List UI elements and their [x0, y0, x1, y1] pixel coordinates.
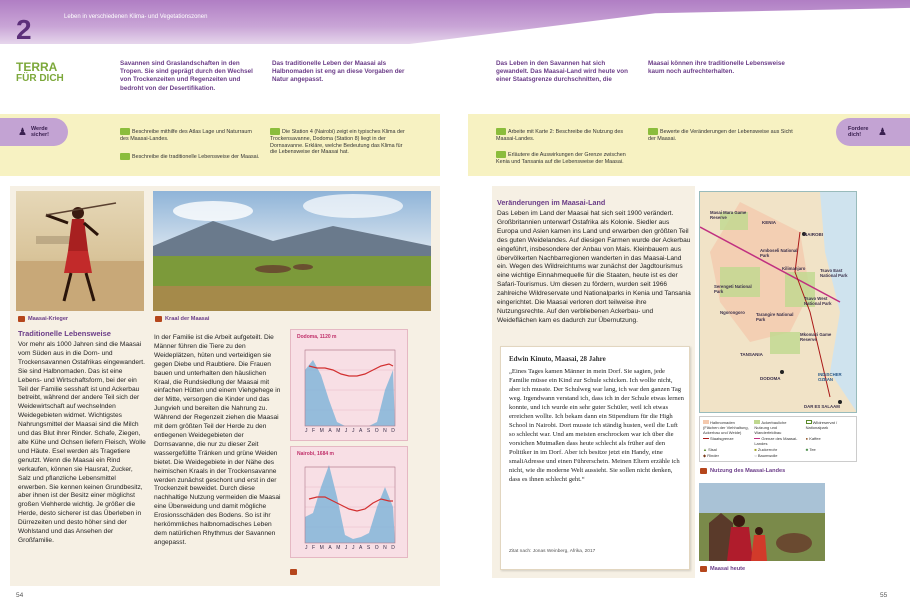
chapter-number: 2 [16, 14, 32, 45]
photo1-caption [18, 316, 68, 322]
month-label: A [328, 428, 332, 434]
month-label: J [344, 428, 348, 434]
werde-sicher-label: Werde sicher! [30, 126, 50, 138]
legend-label: Baumwolle [757, 453, 778, 458]
month-label: N [383, 428, 387, 434]
map-label-ocean: INDISCHER OZEAN [818, 372, 842, 382]
camera-icon [700, 468, 707, 474]
map-label-tsavo-west: Tsavo West National Park [804, 296, 832, 306]
legend-item [703, 436, 750, 446]
right-page-number: 55 [880, 592, 888, 599]
task-number-icon [496, 151, 506, 158]
intro-col2: Das traditionelle Leben der Maasai als Halbnomaden ist eng an diese Vorgaben der Natur angepasst. [272, 60, 405, 84]
task-1 [120, 128, 260, 143]
month-label: A [328, 545, 332, 551]
month-label: J [305, 545, 308, 551]
map-label-tsavo-east: Tsavo East National Park [820, 268, 848, 278]
terra-title: TERRA [16, 60, 58, 74]
task-1-text: Beschreibe mithilfe des Atlas Lage und Naturraum des Maasai-Landes. [120, 128, 252, 142]
quote-box [500, 346, 690, 570]
person-icon: ♟ [878, 126, 887, 138]
quote-title: Edwin Kinuto, Maasai, 28 Jahre [509, 355, 606, 363]
photo3-caption [700, 566, 745, 572]
task-2 [120, 153, 260, 161]
kraal-photo [153, 191, 431, 311]
month-label: J [351, 428, 355, 434]
fordere-dich-tab [836, 118, 910, 146]
legend-label: Kaffee [809, 436, 821, 441]
climate-chart-dodoma [290, 329, 408, 441]
month-label: M [319, 545, 324, 551]
map-label-nairobi: NAIROBI [804, 232, 823, 237]
legend-label: Zuckerrohr [757, 447, 778, 452]
maasai-warrior-photo [16, 191, 144, 311]
task-6-text: Bewerte die Veränderungen der Lebensweise aus Sicht der Maasai. [648, 128, 793, 142]
legend-item: ○ Baumwolle [754, 453, 778, 458]
task-6 [648, 128, 798, 143]
map-label-ngorongoro: Ngorongoro [720, 310, 745, 315]
legend-label: Tee [809, 447, 816, 452]
legend-item [754, 436, 801, 446]
month-label: D [391, 428, 395, 434]
map-legend [699, 416, 857, 462]
legend-label: Rinder [707, 453, 719, 458]
section-title-traditional: Traditionelle Lebensweise [18, 329, 111, 338]
quote-text: „Eines Tages kamen Männer in mein Dorf. Sie sagten, jede Familie müsse ein Kind zur Schule schicken. Ich wollte nicht, aber ich musste. Der Schulweg war lang, ich war den ganzen Tag weg. Irgendwann verstand ich, dass ich in der Schule etwas lernen konnte, und ich wurde ein sehr guter Schüler, weil ich etwas erreichen wollte. Ich bekam dann ein Stipendium für die High School in Nairobi. Dort musste ich ständig husten, weil die Luft so schlecht war. Und am meisten erschrocken war ich über die vorsichen Mutmaßen dass heute schlecht als früher auf den Politiker in im Dorf. Aber ich besitze jetzt ein Handy, eine smaliAdresse und einen Führerschein. Meinen Eltern erzähle ich nicht, wie die moderne Welt aussieht. Sie sollen nicht denken, dass es ihnen schlecht geht.“ [509, 368, 684, 483]
map-label-amboseli: Amboseli National Park [760, 248, 798, 258]
map-label-dodoma: DODOMA [760, 376, 781, 381]
map-caption-text: Nutzung des Maasai-Landes [710, 468, 786, 474]
task-5-text: Erläutere die Auswirkungen der Grenze zwischen Kenia und Tansania auf die Lebensweise der Maasai. [496, 151, 626, 165]
section-title-changes: Veränderungen im Maasai-Land [497, 198, 606, 207]
month-label: N [383, 545, 387, 551]
camera-icon [155, 316, 162, 322]
month-label: O [374, 545, 379, 551]
task-number-icon [120, 128, 130, 135]
photo3-caption-text: Maasai heute [710, 566, 746, 572]
photo2-caption [155, 316, 209, 322]
left-col1-text: Vor mehr als 1000 Jahren sind die Maasai vom Süden aus in die Dorn- und Trockensavannen Ostafrikas eingewandert. Sie sind Halbnomaden. Das ist eine Lebens- und Wirtschaftsform, bei der ein Teil der Familie sesshaft ist und Ackerbau betreibt, während der andere Teil sich der Weidewirtschaft auf wechselnden Weidegebieten widmet. Wichtigstes Nahrungsmittel der Maasai sind die Milch und das Blut ihrer Rinder. Schafe, Ziegen, alte Kühe und Ochsen liefern Fleisch, Wolle und Häute. Esel werden als Tragetiere genutzt. Wenn die Maasai ein Rind verkaufen, können sie Hausrat, Zucker, Salz und pflanzliche Lebensmittel erwerben. Sie kennen keinen Grundbesitz, aber ihnen ist der Besitz einer möglichst großen Viehherde wichtig. Je größer die Herde, desto sicherer ist das Überleben in Dürrezeiten und desto höher sind der Wohlstand und das Ansehen der Großfamilie. [18, 341, 146, 544]
map-label-mara: Masai Mara Game Reserve [710, 210, 747, 220]
month-label: A [358, 545, 363, 551]
legend-item [806, 420, 853, 435]
photo2-caption-text: Kraal der Maasai [165, 316, 210, 322]
left-page-number: 54 [16, 592, 24, 599]
task-number-icon [120, 153, 130, 160]
task-number-icon [496, 128, 506, 135]
header-band [0, 0, 910, 44]
legend-label: Grenze des Maasai-Landes [754, 436, 798, 446]
task-5 [496, 151, 636, 166]
map-label-tansania: TANSANIA [740, 352, 763, 357]
map-label-daressalaam: DAR ES SALAAM [804, 404, 840, 409]
month-label: M [336, 428, 341, 434]
chart2-months [305, 545, 395, 551]
task-3-text: Die Station 4 (Nairobi) zeigt ein typisches Klima der Trockensavanne, Dodoma (Station 8) liegt in der Dornsavanne. Erkläre, welche Bedeutung das Klima für die Lebensweise der Maasai hat. [270, 128, 405, 156]
month-label: M [336, 545, 341, 551]
task-3 [270, 128, 410, 156]
legend-label: Halbnomaden (Flächen der Viehhaltung, Ackerbau und Weide) [703, 420, 749, 435]
intro-col3: Das Leben in den Savannen hat sich gewandelt. Das Maasai-Land wird heute von einer Staatsgrenze durchschnitten, die [496, 60, 628, 84]
breadcrumb: Leben in verschiedenen Klima- und Vegetationszonen [64, 14, 208, 20]
month-label: S [366, 545, 371, 551]
fordere-dich-label: Fordere dich! [848, 126, 869, 138]
maasai-land-map [699, 191, 857, 413]
intro-col4: Maasai können ihre traditionelle Lebensweise kaum noch aufrechterhalten. [648, 60, 785, 76]
task-4 [496, 128, 636, 143]
chart2-title: Nairobi, 1684 m [297, 451, 334, 457]
camera-icon [700, 566, 707, 572]
map-label-serengeti: Serengeti National Park [714, 284, 752, 294]
intro-col1: Savannen sind Graslandschaften in den Tropen. Sie sind geprägt durch den Wechsel von Trockenzeiten und Regenzeiten und bedroht von der Desertifikation. [120, 60, 253, 92]
legend-label: Wildreservat / Nationalpark [805, 420, 838, 430]
legend-label: Staatsgrenze [710, 436, 734, 441]
left-col2-text: In der Familie ist die Arbeit aufgeteilt. Die Männer führen die Tiere zu den Weideplätzen, hüten und verteidigen sie gegen Diebe und Raubtiere. Die Frauen bauen und unterhalten den häuslichen Kraal, die Rundsiedlung der Maasai mit einfachen Hütten und einem Viehgehege in der Mitte, versorgen die Kinder und das Jungvieh und bereiten die Nahrung zu. Während der Regenzeit ziehen die Maasai mit dem größten Teil der Herde zu den entlegenen Weidegebieten der Dornsavanne, die nur zu dieser Zeit wassergefüllte Tränken und grüne Weiden bietet. Die Weidegebiete in der Nähe des heimischen Kraals in der Trockensavanne werden zunächst geschont und erst in der Trockenzeit beweidet. Durch diese nachhaltige Nutzung vermeiden die Maasai eine Überweidung und damit mögliche Erosionsschäden des Bodens. So ist ihr herkömmliches halbnomadisches Leben dem natürlichen Rhythmus der Savannen angepasst. [154, 334, 281, 546]
month-label: A [358, 428, 363, 434]
legend-item [703, 420, 750, 435]
month-label: M [319, 428, 324, 434]
maasai-today-photo [699, 483, 825, 561]
month-label: O [374, 428, 379, 434]
legend-item: ♣ Tee [805, 447, 816, 452]
month-label: J [351, 545, 355, 551]
climate-chart-nairobi [290, 446, 408, 558]
person-icon: ♟ [18, 126, 27, 138]
fuer-dich-title: FÜR DICH [16, 73, 64, 84]
task-number-icon [648, 128, 658, 135]
camera-icon [18, 316, 25, 322]
right-section-text: Das Leben im Land der Maasai hat sich seit 1900 verändert. Großbritannien unterwarf Ostafrika als Kolonie. Siedler aus Europa und Asien kamen ins Land und erwarben den größten Teil des guten Weidelandes. Auf diesigen Farmen wurde der Ackerbau eingeführt, insbesondere der Anbau von Mais. Kleinbauern aus übervölkerten Nachbarregionen wanderten in das Maasai-Land ein. Wegen des Wildreichtums war zunächst der Jagdtourismus eine wichtige Einnahmequelle für die Staaten, heute ist es der Safari-Tourismus. Um diesen zu fördern, wurden seit 1966 zahlreiche Wildreservate und Nationalparks in Kenia und Tansania eingerichtet. Die Maasai verloren dort teilweise ihre Nutzungsrechte. Auf den verbliebenen Ackerbau- und Weideflächen kam es dadurch zur Übernutzung. [497, 210, 691, 324]
map-label-kilimanjaro: Kilimanjaro [782, 266, 806, 271]
chart1-title: Dodoma, 1120 m [297, 334, 337, 340]
month-label: F [312, 428, 316, 434]
chart-camera-icon [290, 562, 297, 580]
map-caption [700, 468, 785, 474]
legend-label: Ackerbauliche Nutzung und Wanderfeldbau [754, 420, 787, 435]
task-2-text: Beschreibe die traditionelle Lebensweise der Maasai. [132, 153, 260, 160]
chart1-months [305, 428, 395, 434]
map-label-mkomazi: Mkomazi Game Reserve [800, 332, 832, 342]
werde-sicher-tab [0, 118, 68, 146]
month-label: S [366, 428, 371, 434]
legend-item: ▲ Sisal [703, 447, 717, 452]
legend-item [754, 420, 801, 435]
photo1-caption-text: Maasai-Krieger [28, 316, 69, 322]
month-label: D [391, 545, 395, 551]
legend-item: ◆ Rinder [703, 453, 719, 458]
map-label-kenia: KENIA [762, 220, 777, 225]
month-label: J [344, 545, 348, 551]
month-label: J [305, 428, 308, 434]
legend-item: ● Kaffee [805, 436, 821, 441]
legend-item: ■ Zuckerrohr [754, 447, 778, 452]
quote-source: Zitat nach: Jonas Weinberg, Afrika, 2017 [509, 549, 596, 554]
task-4-text: Arbeite mit Karte 2: Beschreibe die Nutzung des Maasai-Landes. [496, 128, 624, 142]
task-number-icon [270, 128, 280, 135]
month-label: F [312, 545, 316, 551]
legend-label: Sisal [708, 447, 717, 452]
map-label-tarangire: Tarangire National Park [756, 312, 794, 322]
